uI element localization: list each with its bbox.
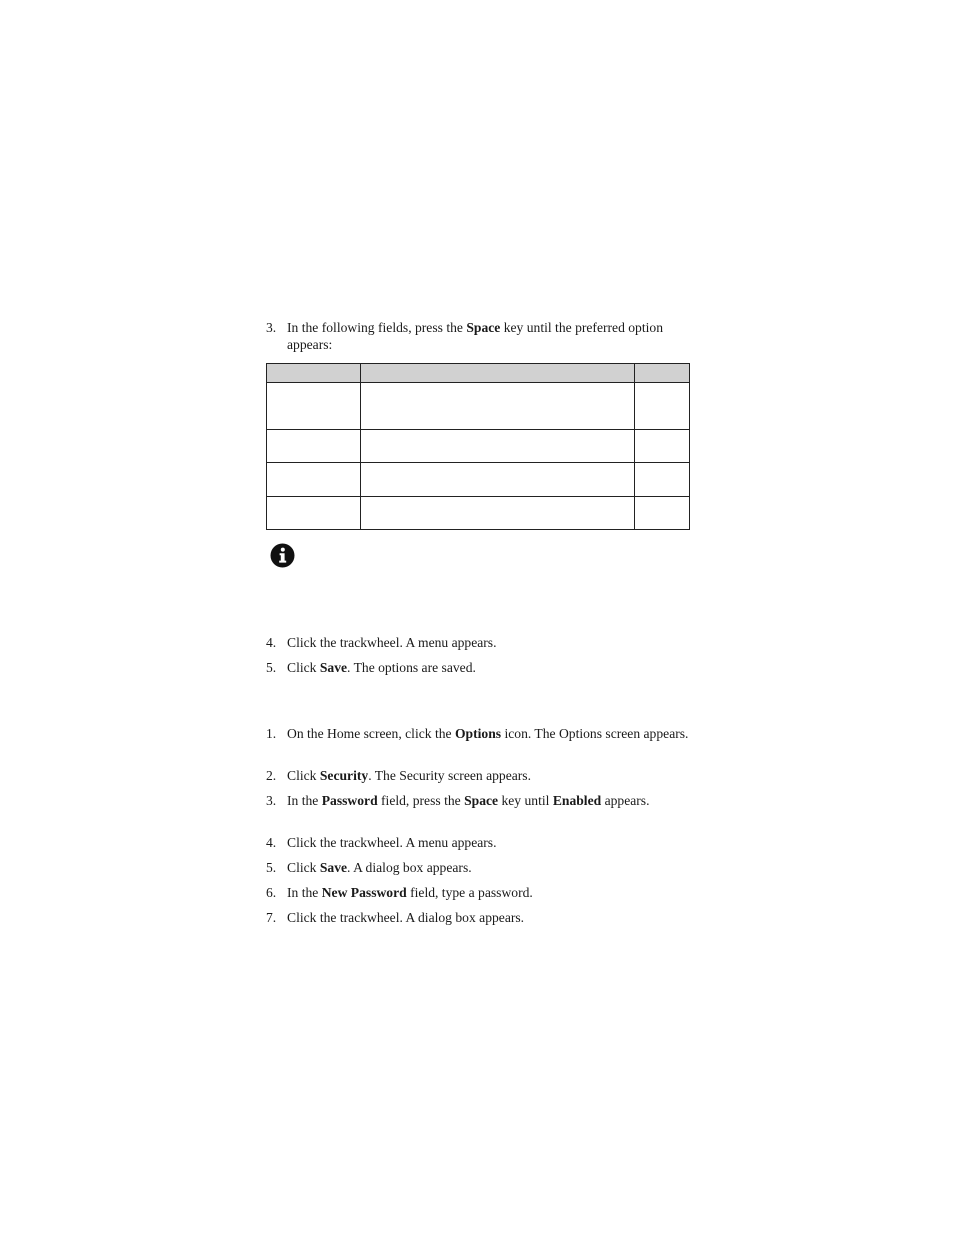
table-cell [635, 497, 690, 530]
step-text: Click Security. The Security screen appears. [287, 768, 531, 783]
table-cell [361, 463, 635, 497]
table-cell [267, 463, 361, 497]
table-cell [635, 430, 690, 463]
step-text: Click the trackwheel. A menu appears. [287, 635, 497, 650]
step-number: 3. [266, 320, 277, 335]
step-text: Click Save. The options are saved. [287, 660, 476, 675]
table-cell [361, 430, 635, 463]
table-row [267, 430, 690, 463]
step-text: Click the trackwheel. A menu appears. [287, 835, 497, 850]
table-header-cell [635, 364, 690, 383]
step-text: Click the trackwheel. A dialog box appears. [287, 910, 525, 925]
step-number: 1. [266, 726, 277, 741]
step-number: 6. [266, 885, 277, 900]
table-header-cell [267, 364, 361, 383]
step-number: 2. [266, 768, 277, 783]
info-icon [270, 543, 295, 568]
table-cell [267, 383, 361, 430]
options-table [266, 363, 690, 530]
step-text: Click Save. A dialog box appears. [287, 860, 472, 875]
table-row [267, 383, 690, 430]
table-header-cell [361, 364, 635, 383]
step-number: 7. [266, 910, 277, 925]
step-number: 5. [266, 860, 277, 875]
table-cell [361, 383, 635, 430]
table-cell [361, 497, 635, 530]
table-row [267, 497, 690, 530]
step-number: 4. [266, 835, 277, 850]
table-header-row [267, 364, 690, 383]
step-number: 5. [266, 660, 277, 675]
step-text: In the Password field, press the Space key until Enabled appears. [287, 793, 650, 808]
step-text: In the New Password field, type a password. [287, 885, 533, 900]
step-number: 3. [266, 793, 277, 808]
step-number: 4. [266, 635, 277, 650]
step-text: On the Home screen, click the Options icon. The Options screen appears. [287, 726, 689, 741]
table-cell [635, 383, 690, 430]
step-text: In the following fields, press the Space key until the preferred option appears: [287, 320, 664, 352]
table-cell [267, 497, 361, 530]
table-cell [267, 430, 361, 463]
table-cell [635, 463, 690, 497]
table-row [267, 463, 690, 497]
